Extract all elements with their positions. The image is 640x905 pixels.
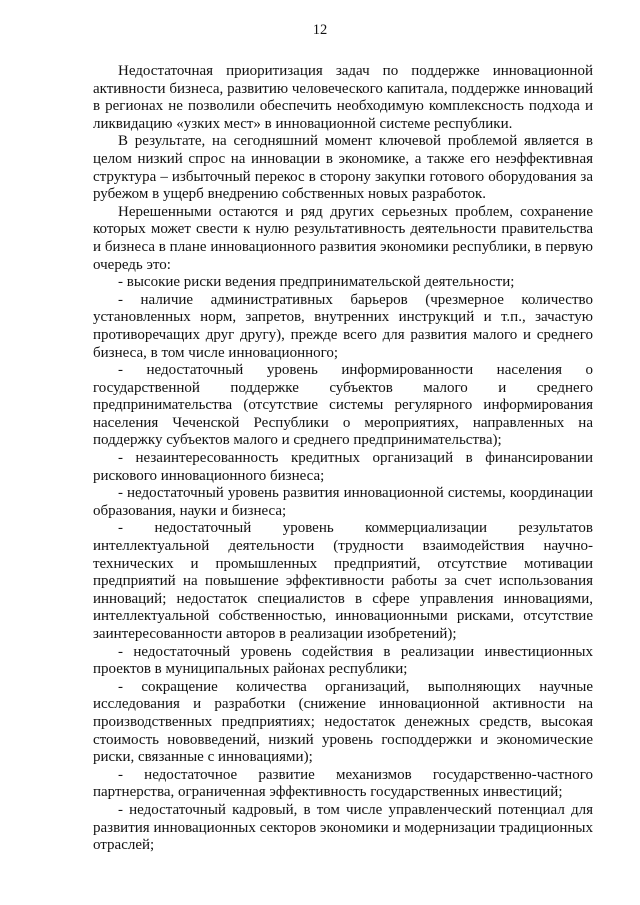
list-item: - недостаточный уровень развития инновационной системы, координации образования, науки и бизнеса; [93,485,593,519]
list-item: - недостаточный уровень содействия в реализации инвестиционных проектов в муниципальных районах республики; [93,643,593,678]
page-number: 12 [312,22,328,38]
list-item: - недостаточное развитие механизмов государственно-частного партнерства, ограниченная эффективность государственных инвестиций; [93,766,593,801]
document-body [93,63,593,855]
paragraph: Нерешенными остаются и ряд других серьезных проблем, сохранение которых может свести к нулю результативность деятельности правительства и бизнеса в плане инновационного развития экономики республики, в первую очередь это: [93,203,593,273]
list-item: - незаинтересованность кредитных организаций в финансировании рискового инновационного бизнеса; [93,450,593,484]
list-item: - недостаточный уровень информированности населения о государственной поддержке субъектов малого и среднего предпринимательства (отсутствие системы регулярного информирования населения Чеченской Республики о мероприятиях, направленных на поддержку субъектов малого и среднего предпринимательства); [93,362,593,449]
list-item: - высокие риски ведения предпринимательской деятельности; [118,274,515,291]
list-item: - наличие административных барьеров (чрезмерное количество установленных норм, запретов, внутренних инструкций и т.п., зачастую противоречащих друг другу), прежде всего для развития малого и среднего бизнеса, в том числе инновационного; [93,291,593,361]
list-item: - сокращение количества организаций, выполняющих научные исследования и разработки (снижение инновационной активности на производственных предприятиях; недостаток денежных средств, высокая стоимость нововведений, низкий уровень господдержки и экономические риски, связанные с инновациями); [93,678,593,766]
list-item: - недостаточный кадровый, в том числе управленческий потенциал для развития инновационных секторов экономики и модернизации традиционных отраслей; [93,801,593,854]
paragraph: Недостаточная приоритизация задач по поддержке инновационной активности бизнеса, развитию человеческого капитала, поддержке инноваций в регионах не позволили обеспечить необходимую комплексность подхода и ликвидацию «узких мест» в инновационной системе республики. [93,63,593,132]
list-item: - недостаточный уровень коммерциализации результатов интеллектуальной деятельности (трудности взаимодействия научно-технических и промышленных предприятий, отсутствие мотивации предприятий на повышение эффективности работы за счет использования инноваций; недостаток специалистов в сфере управления инновациями, интеллектуальной собственностью, инновационными рисками, отсутствие заинтересованности авторов в реализации изобретений); [93,520,593,642]
paragraph: В результате, на сегодняшний момент ключевой проблемой является в целом низкий спрос на инновации в экономике, а также его неэффективная структура – избыточный перекос в сторону закупки готового оборудования за рубежом в ущерб внедрению собственных новых разработок. [93,133,593,203]
